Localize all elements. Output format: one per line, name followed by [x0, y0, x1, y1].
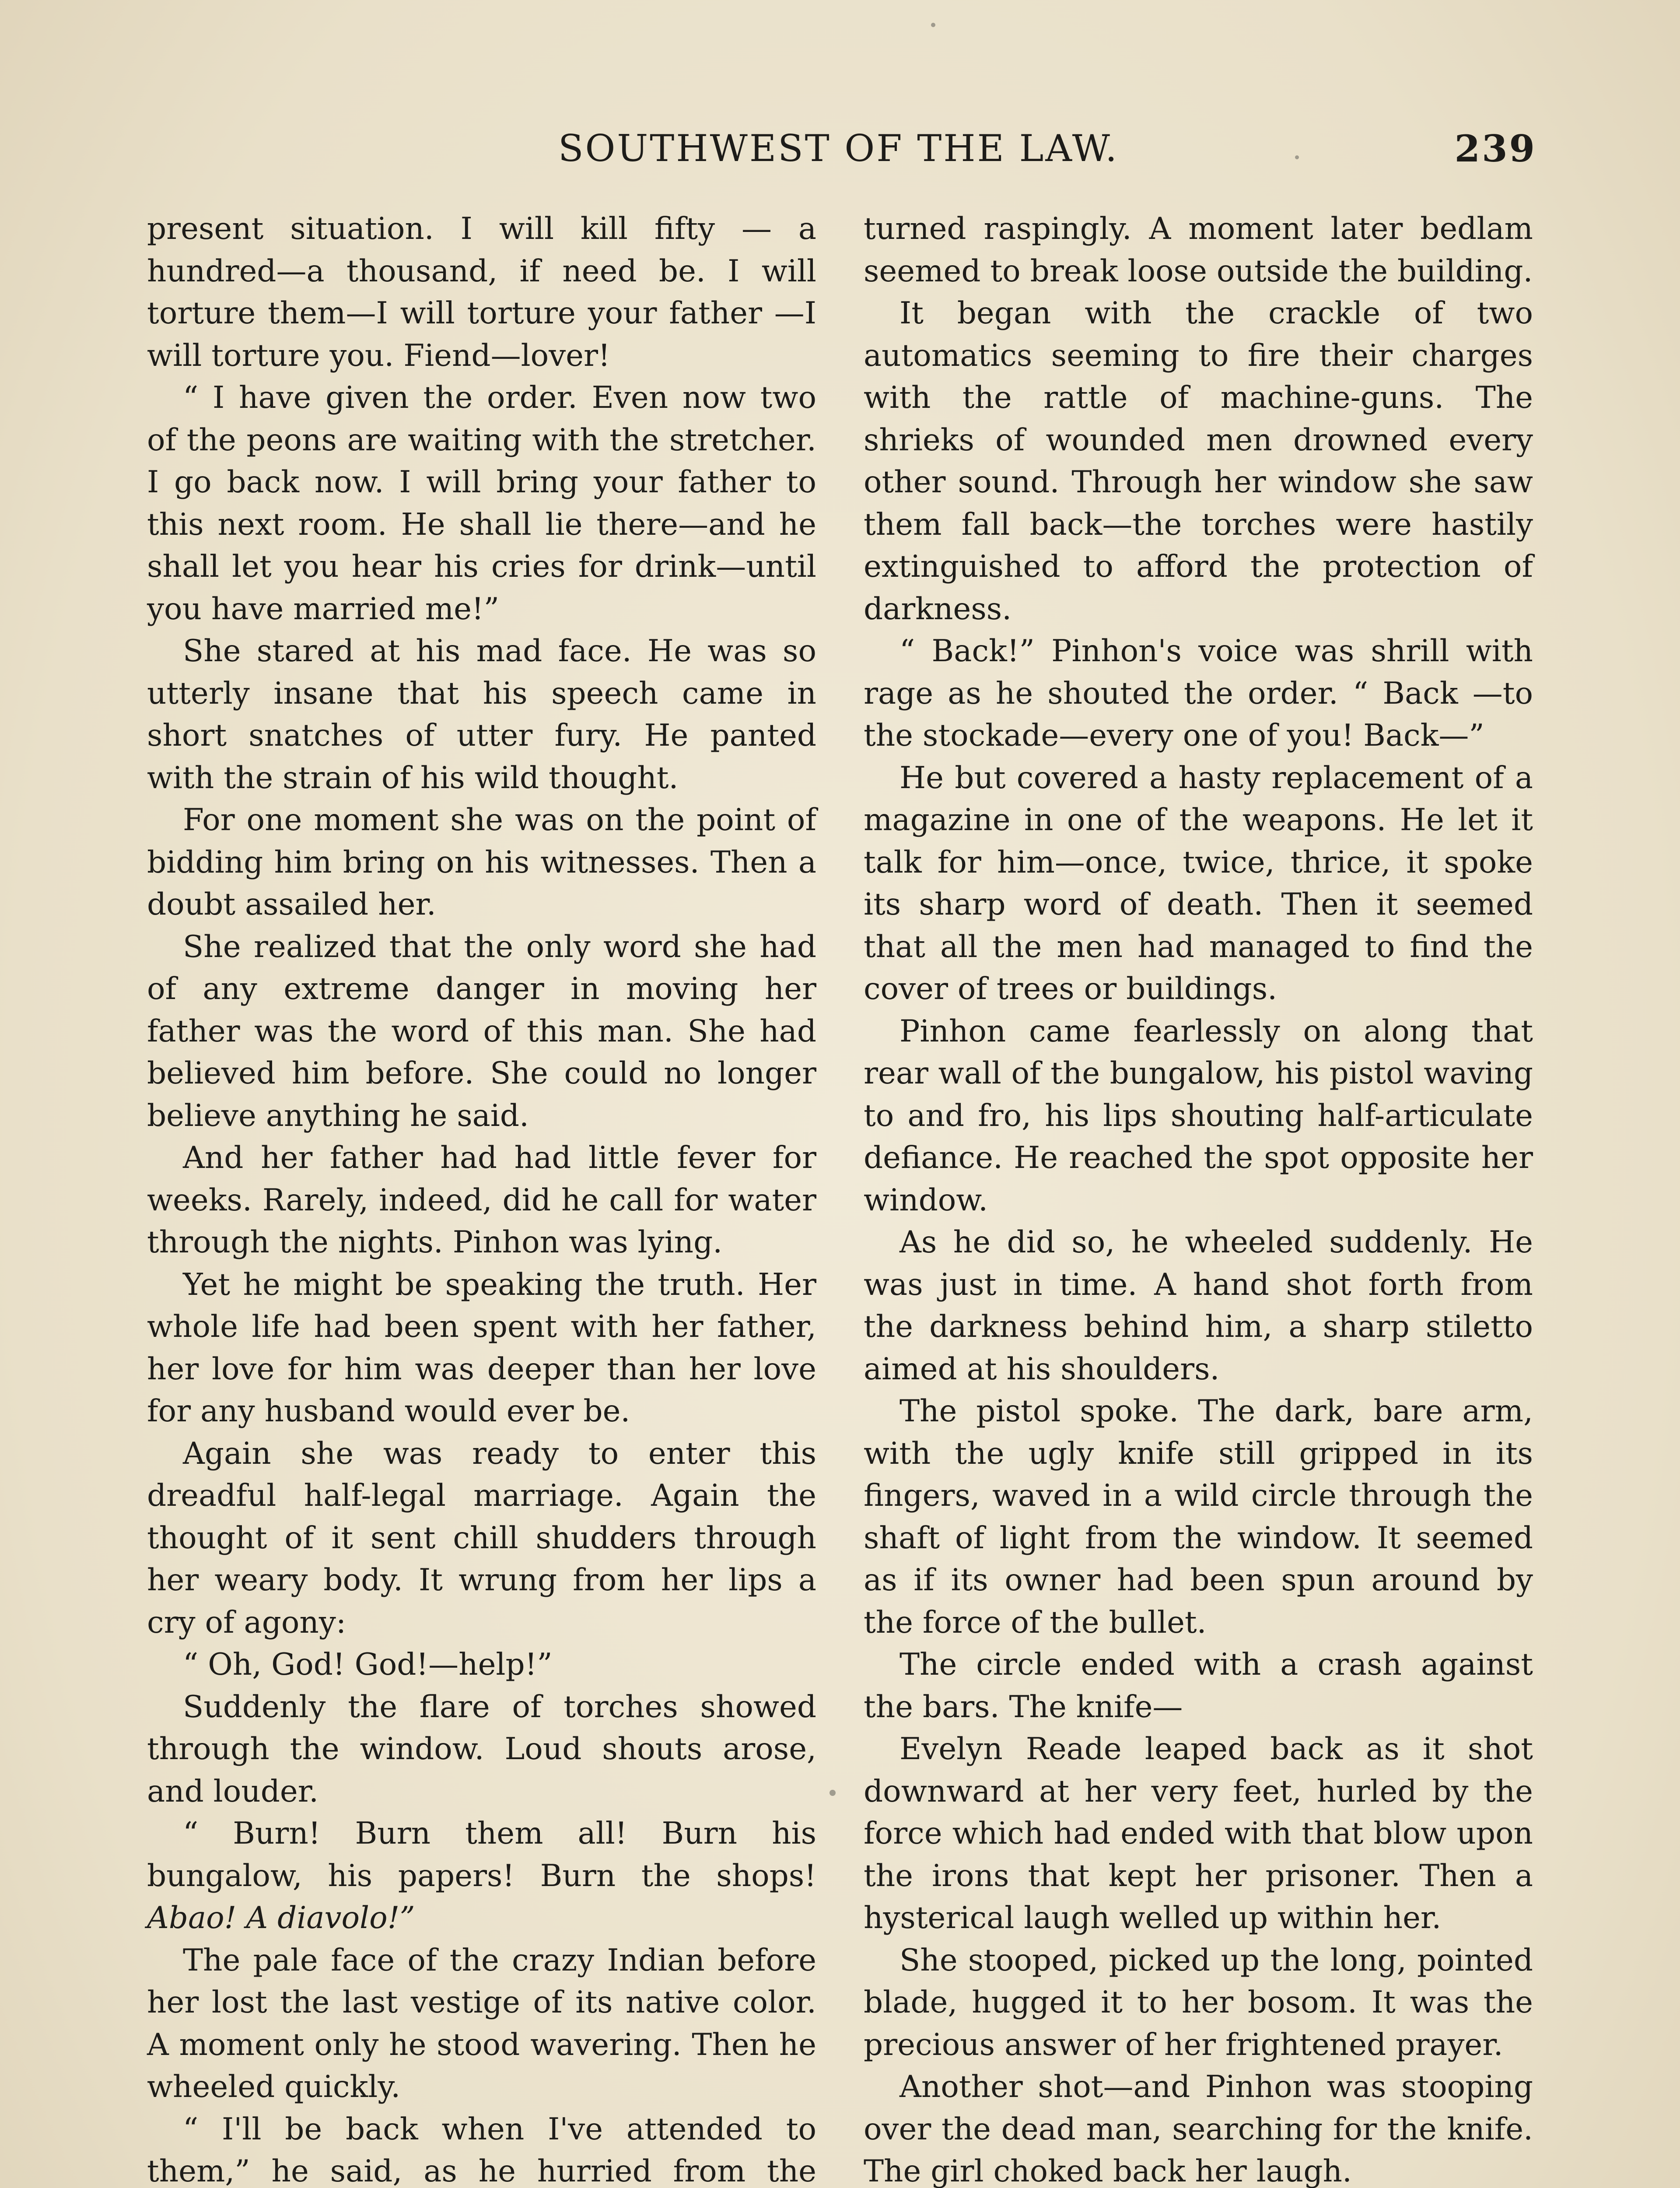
page-number: 239	[1454, 127, 1536, 170]
paragraph: It began with the crackle of two automatics seeming to fire their charges with the rattle of machine-guns. The shrieks of wounded men drowned every other sound. Through her window she saw them fall back—the torches were hastily extinguished to afford the protection of darkness.	[864, 296, 1533, 627]
paragraph: As he did so, he wheeled suddenly. He was just in time. A hand shot forth from the darkness behind him, a sharp stiletto aimed at his shoulders.	[864, 1225, 1533, 1387]
paragraph: present situation. I will kill fifty — a hundred—a thousand, if need be. I will torture them—I will torture your father —I will torture you. Fiend—lover!	[147, 211, 816, 373]
print-speck	[1295, 155, 1299, 159]
paragraph: “ Back!” Pinhon's voice was shrill with rage as he shouted the order. “ Back —to the stockade—every one of you! Back—”	[864, 634, 1533, 753]
paragraph: The pale face of the crazy Indian before her lost the last vestige of its native color. A moment only he stood wavering. Then he wheeled quickly.	[147, 1943, 816, 2104]
print-speck	[830, 1790, 836, 1796]
paragraph: For one moment she was on the point of bidding him bring on his witnesses. Then a doubt assailed her.	[147, 803, 816, 922]
paragraph: Pinhon came fearlessly on along that rear wall of the bungalow, his pistol waving to and fro, his lips shouting half-articulate defiance. He reached the spot opposite her window.	[864, 1013, 1533, 1218]
paragraph: She realized that the only word she had of any extreme danger in moving her father was the word of this man. She had believed him before. She could no longer believe anything he said.	[147, 929, 816, 1133]
paragraph: Yet he might be speaking the truth. Her whole life had been spent with her father, her love for him was deeper than her love for any husband would ever be.	[147, 1267, 816, 1429]
paragraph: She stooped, picked up the long, pointed blade, hugged it to her bosom. It was the precious answer of her frightened prayer.	[864, 1943, 1533, 2062]
running-title: SOUTHWEST OF THE LAW.	[558, 127, 1119, 170]
paragraph: Evelyn Reade leaped back as it shot downward at her very feet, hurled by the force which had ended with that blow upon the irons that kept her prisoner. Then a hysterical laugh welled up within her.	[864, 1732, 1533, 1936]
paragraph: turned raspingly. A moment later bedlam seemed to break loose outside the building.	[864, 211, 1533, 289]
paragraph: “ I have given the order. Even now two of the peons are waiting with the stretcher. I go back now. I will bring your father to this next room. He shall lie there—and he shall let you hear his cries for drink—until you have married me!”	[147, 380, 816, 627]
paragraph	[147, 1813, 816, 1939]
running-head	[0, 127, 1680, 179]
print-speck	[931, 23, 935, 27]
right-column	[864, 208, 1533, 2188]
dialogue-text: “ Burn! Burn them all! Burn his bungalow, his papers! Burn the shops!	[147, 1816, 816, 1893]
paragraph: “ I'll be back when I've attended to them,” he said, as he hurried from the	[147, 2111, 816, 2188]
italic-exclamation: Abao! A diavolo!”	[147, 1900, 415, 1936]
paragraph: The pistol spoke. The dark, bare arm, with the ugly knife still gripped in its fingers, waved in a wild circle through the shaft of light from the window. It seemed as if its owner had been spun around by the force of the bullet.	[864, 1394, 1533, 1640]
paragraph: He but covered a hasty replacement of a magazine in one of the weapons. He let it talk for him—once, twice, thrice, it spoke its sharp word of death. Then it seemed that all the men had managed to find the cover of trees or buildings.	[864, 760, 1533, 1006]
paragraph: “ Oh, God! God!—help!”	[183, 1647, 553, 1682]
left-column	[147, 208, 816, 2188]
paragraph: Another shot—and Pinhon was stooping over the dead man, searching for the knife. The girl choked back her laugh.	[864, 2069, 1533, 2188]
paragraph: Suddenly the flare of torches showed through the window. Loud shouts arose, and louder.	[147, 1689, 816, 1809]
paragraph: And her father had had little fever for weeks. Rarely, indeed, did he call for water through the nights. Pinhon was lying.	[147, 1140, 816, 1260]
paragraph: Again she was ready to enter this dreadful half-legal marriage. Again the thought of it sent chill shudders through her weary body. It wrung from her lips a cry of agony:	[147, 1436, 816, 1640]
paragraph: She stared at his mad face. He was so utterly insane that his speech came in short snatches of utter fury. He panted with the strain of his wild thought.	[147, 634, 816, 796]
paragraph: The circle ended with a crash against the bars. The knife—	[864, 1647, 1533, 1725]
